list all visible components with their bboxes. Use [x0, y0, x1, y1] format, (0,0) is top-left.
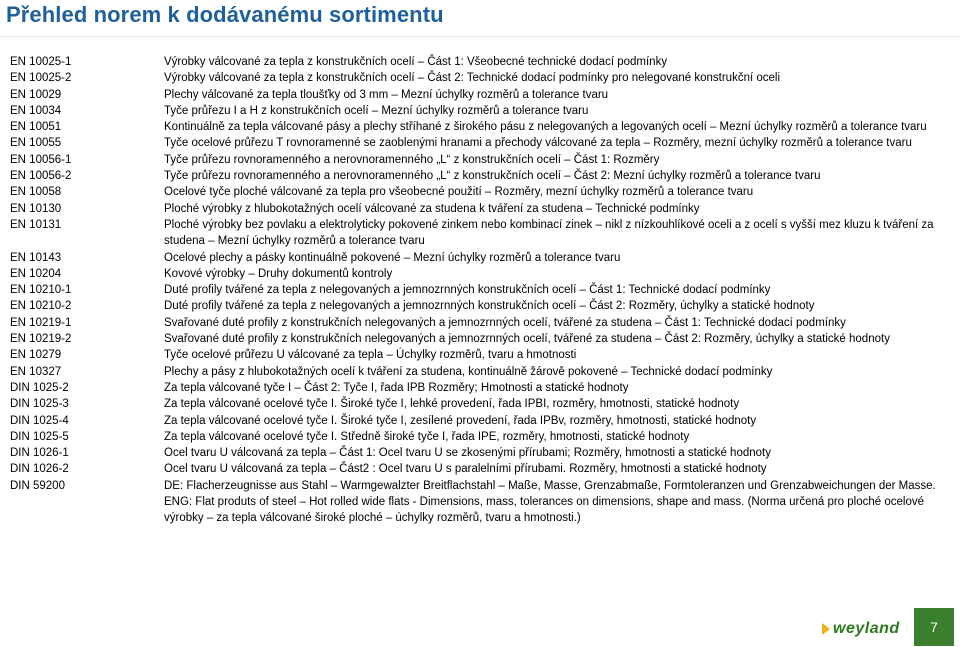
- standard-code: DIN 1026-1: [10, 447, 69, 460]
- standard-code: EN 10143: [10, 251, 62, 264]
- standard-code: DIN 1025-3: [10, 398, 69, 411]
- standard-code: EN 10058: [10, 186, 62, 199]
- standard-code: EN 10025-2: [10, 72, 72, 85]
- standard-row: [0, 54, 960, 70]
- standard-row: [0, 494, 960, 527]
- standard-row: [0, 461, 960, 477]
- standard-code: EN 10029: [10, 88, 62, 101]
- standard-row: [0, 298, 960, 314]
- standard-row: [0, 478, 960, 494]
- standard-description: Duté profily tvářené za tepla z nelegovaných a jemnozrnných konstrukčních ocelí – Část 1: Technické dodací podmínky: [164, 284, 771, 297]
- standard-description: DE: Flacherzeugnisse aus Stahl – Warmgewalzter Breitflachstahl – Maße, Masse, Grenzabmaße, Formtoleranzen und Grenzabweichungen der Masse.: [164, 479, 936, 492]
- standard-code: EN 10130: [10, 202, 62, 215]
- standard-row: [0, 331, 960, 347]
- standard-code: DIN 1025-5: [10, 430, 69, 443]
- standard-description: Tyče průřezu rovnoramenného a nerovnoramenného „L“ z konstrukčních ocelí – Část 1: Rozměry: [164, 153, 660, 166]
- standard-row: [0, 152, 960, 168]
- standard-code: EN 10204: [10, 267, 62, 280]
- standard-row: [0, 119, 960, 135]
- standard-row: [0, 103, 960, 119]
- standard-row: [0, 87, 960, 103]
- standard-code: EN 10210-1: [10, 284, 72, 297]
- standard-row: [0, 413, 960, 429]
- standard-row: [0, 429, 960, 445]
- standard-code: EN 10025-1: [10, 56, 72, 68]
- standard-description: Ocel tvaru U válcovaná za tepla – Část 1: Ocel tvaru U se zkosenými přírubami; Rozměry, hmotnosti a statické hodnoty: [164, 447, 771, 460]
- standard-code: EN 10056-1: [10, 153, 72, 166]
- standard-description: ENG: Flat produts of steel – Hot rolled wide flats - Dimensions, mass, tolerances on dimensions, shape and mass. (Norma určená pro ploché ocelové výrobky – za tepla válcované široké ploché – úchylky rozměrů, tvaru a hmotnosti.): [164, 496, 924, 525]
- standard-code: DIN 1026-2: [10, 463, 69, 476]
- standard-description: Za tepla válcované ocelové tyče I. Široké tyče I, zesílené provedení, řada IPBv, rozměry, hmotnosti, statické hodnoty: [164, 414, 757, 427]
- standard-description: Plechy a pásy z hlubokotažných ocelí k tváření za studena, kontinuálně žárově pokovené – Technické dodací podmínky: [164, 365, 773, 378]
- standard-description: Ocel tvaru U válcovaná za tepla – Část2 : Ocel tvaru U s paralelními přírubami. Rozměry, hmotnosti a statické hodnoty: [164, 463, 767, 476]
- standard-row: [0, 70, 960, 86]
- standard-code: EN 10056-2: [10, 170, 72, 183]
- standard-row: [0, 217, 960, 250]
- standard-row: [0, 201, 960, 217]
- standard-row: [0, 347, 960, 363]
- standard-description: Kovové výrobky – Druhy dokumentů kontroly: [164, 267, 393, 280]
- standard-code: EN 10034: [10, 104, 62, 117]
- standard-code: DIN 1025-4: [10, 414, 69, 427]
- standard-description: Výrobky válcované za tepla z konstrukčních ocelí – Část 2: Technické dodací podmínky pro nelegované konstrukční oceli: [164, 72, 781, 85]
- standard-row: [0, 315, 960, 331]
- standard-code: DIN 1025-2: [10, 381, 69, 394]
- standard-description: Kontinuálně za tepla válcované pásy a plechy stříhané z širokého pásu z nelegovaných a legovaných ocelí – Mezní úchylky rozměrů a tolerance tvaru: [164, 121, 927, 134]
- standard-description: Tyče průřezu I a H z konstrukčních ocelí – Mezní úchylky rozměrů a tolerance tvaru: [164, 104, 589, 117]
- standard-code: EN 10279: [10, 349, 62, 362]
- standard-description: Duté profily tvářené za tepla z nelegovaných a jemnozrnných konstrukčních ocelí – Část 2: Rozměry, úchylky a statické hodnoty: [164, 300, 815, 313]
- standard-row: [0, 250, 960, 266]
- standard-code: EN 10055: [10, 137, 62, 150]
- standard-description: Plechy válcované za tepla tloušťky od 3 mm – Mezní úchylky rozměrů a tolerance tvaru: [164, 88, 609, 101]
- standard-code: EN 10051: [10, 121, 62, 134]
- standard-description: Tyče průřezu rovnoramenného a nerovnoramenného „L“ z konstrukčních ocelí – Část 2: Mezní úchylky rozměrů a tolerance tvaru: [164, 170, 821, 183]
- standard-row: [0, 380, 960, 396]
- standard-row: [0, 445, 960, 461]
- standard-code: EN 10219-1: [10, 316, 72, 329]
- standards-list: [0, 54, 960, 527]
- standard-description: Svařované duté profily z konstrukčních nelegovaných a jemnozrnných ocelí, tvářené za studena – Část 2: Rozměry, úchylky a statické hodnoty: [164, 333, 890, 346]
- logo-mark-icon: [822, 623, 830, 635]
- standard-code: DIN 59200: [10, 479, 65, 492]
- standard-row: [0, 168, 960, 184]
- standard-code: EN 10131: [10, 218, 62, 231]
- standard-row: [0, 266, 960, 282]
- standard-code: EN 10219-2: [10, 333, 72, 346]
- standard-row: [0, 184, 960, 200]
- standard-code: EN 10327: [10, 365, 62, 378]
- standard-row: [0, 135, 960, 151]
- standard-code: EN 10210-2: [10, 300, 72, 313]
- logo-text: weyland: [833, 620, 900, 637]
- title-divider: [0, 36, 960, 37]
- standard-description: Svařované duté profily z konstrukčních nelegovaných a jemnozrnných ocelí, tvářené za studena – Část 1: Technické dodací podmínky: [164, 316, 846, 329]
- standard-row: [0, 364, 960, 380]
- standard-row: [0, 396, 960, 412]
- weyland-logo: [822, 620, 900, 638]
- page-number: 7: [914, 608, 954, 646]
- standard-description: Tyče ocelové průřezu T rovnoramenné se zaoblenými hranami a přechody válcované za tepla – Rozměry, mezní úchylky rozměrů a tolerance tvaru: [164, 137, 912, 150]
- standard-description: Ocelové plechy a pásky kontinuálně pokovené – Mezní úchylky rozměrů a tolerance tvaru: [164, 251, 621, 264]
- standard-description: Tyče ocelové průřezu U válcované za tepla – Úchylky rozměrů, tvaru a hmotnosti: [164, 349, 577, 362]
- standard-description: Výrobky válcované za tepla z konstrukčních ocelí – Část 1: Všeobecné technické dodací podmínky: [164, 56, 668, 68]
- standard-description: Za tepla válcované ocelové tyče I. Široké tyče I, lehké provedení, řada IPBI, rozměry, hmotnosti, statické hodnoty: [164, 398, 740, 411]
- page-title: Přehled norem k dodávanému sortimentu: [6, 2, 444, 27]
- standard-description: Za tepla válcované ocelové tyče I. Středně široké tyče I, řada IPE, rozměry, hmotnosti, statické hodnoty: [164, 430, 690, 443]
- standard-description: Ploché výrobky bez povlaku a elektrolyticky pokovené zinkem nebo kombinací zinek – nikl z nízkouhlíkové oceli a z ocelí s vyšší mez kluzu k tváření za studena – Mezní úchylky rozměrů a tolerance tvaru: [164, 218, 934, 248]
- standard-description: Ocelové tyče ploché válcované za tepla pro všeobecné použití – Rozměry, mezní úchylky rozměrů a tolerance tvaru: [164, 186, 754, 199]
- standard-description: Za tepla válcované tyče I – Část 2: Tyče I, řada IPB Rozměry; Hmotnosti a statické hodnoty: [164, 381, 629, 394]
- standard-description: Ploché výrobky z hlubokotažných ocelí válcované za studena k tváření za studena – Technické podmínky: [164, 202, 700, 215]
- standard-row: [0, 282, 960, 298]
